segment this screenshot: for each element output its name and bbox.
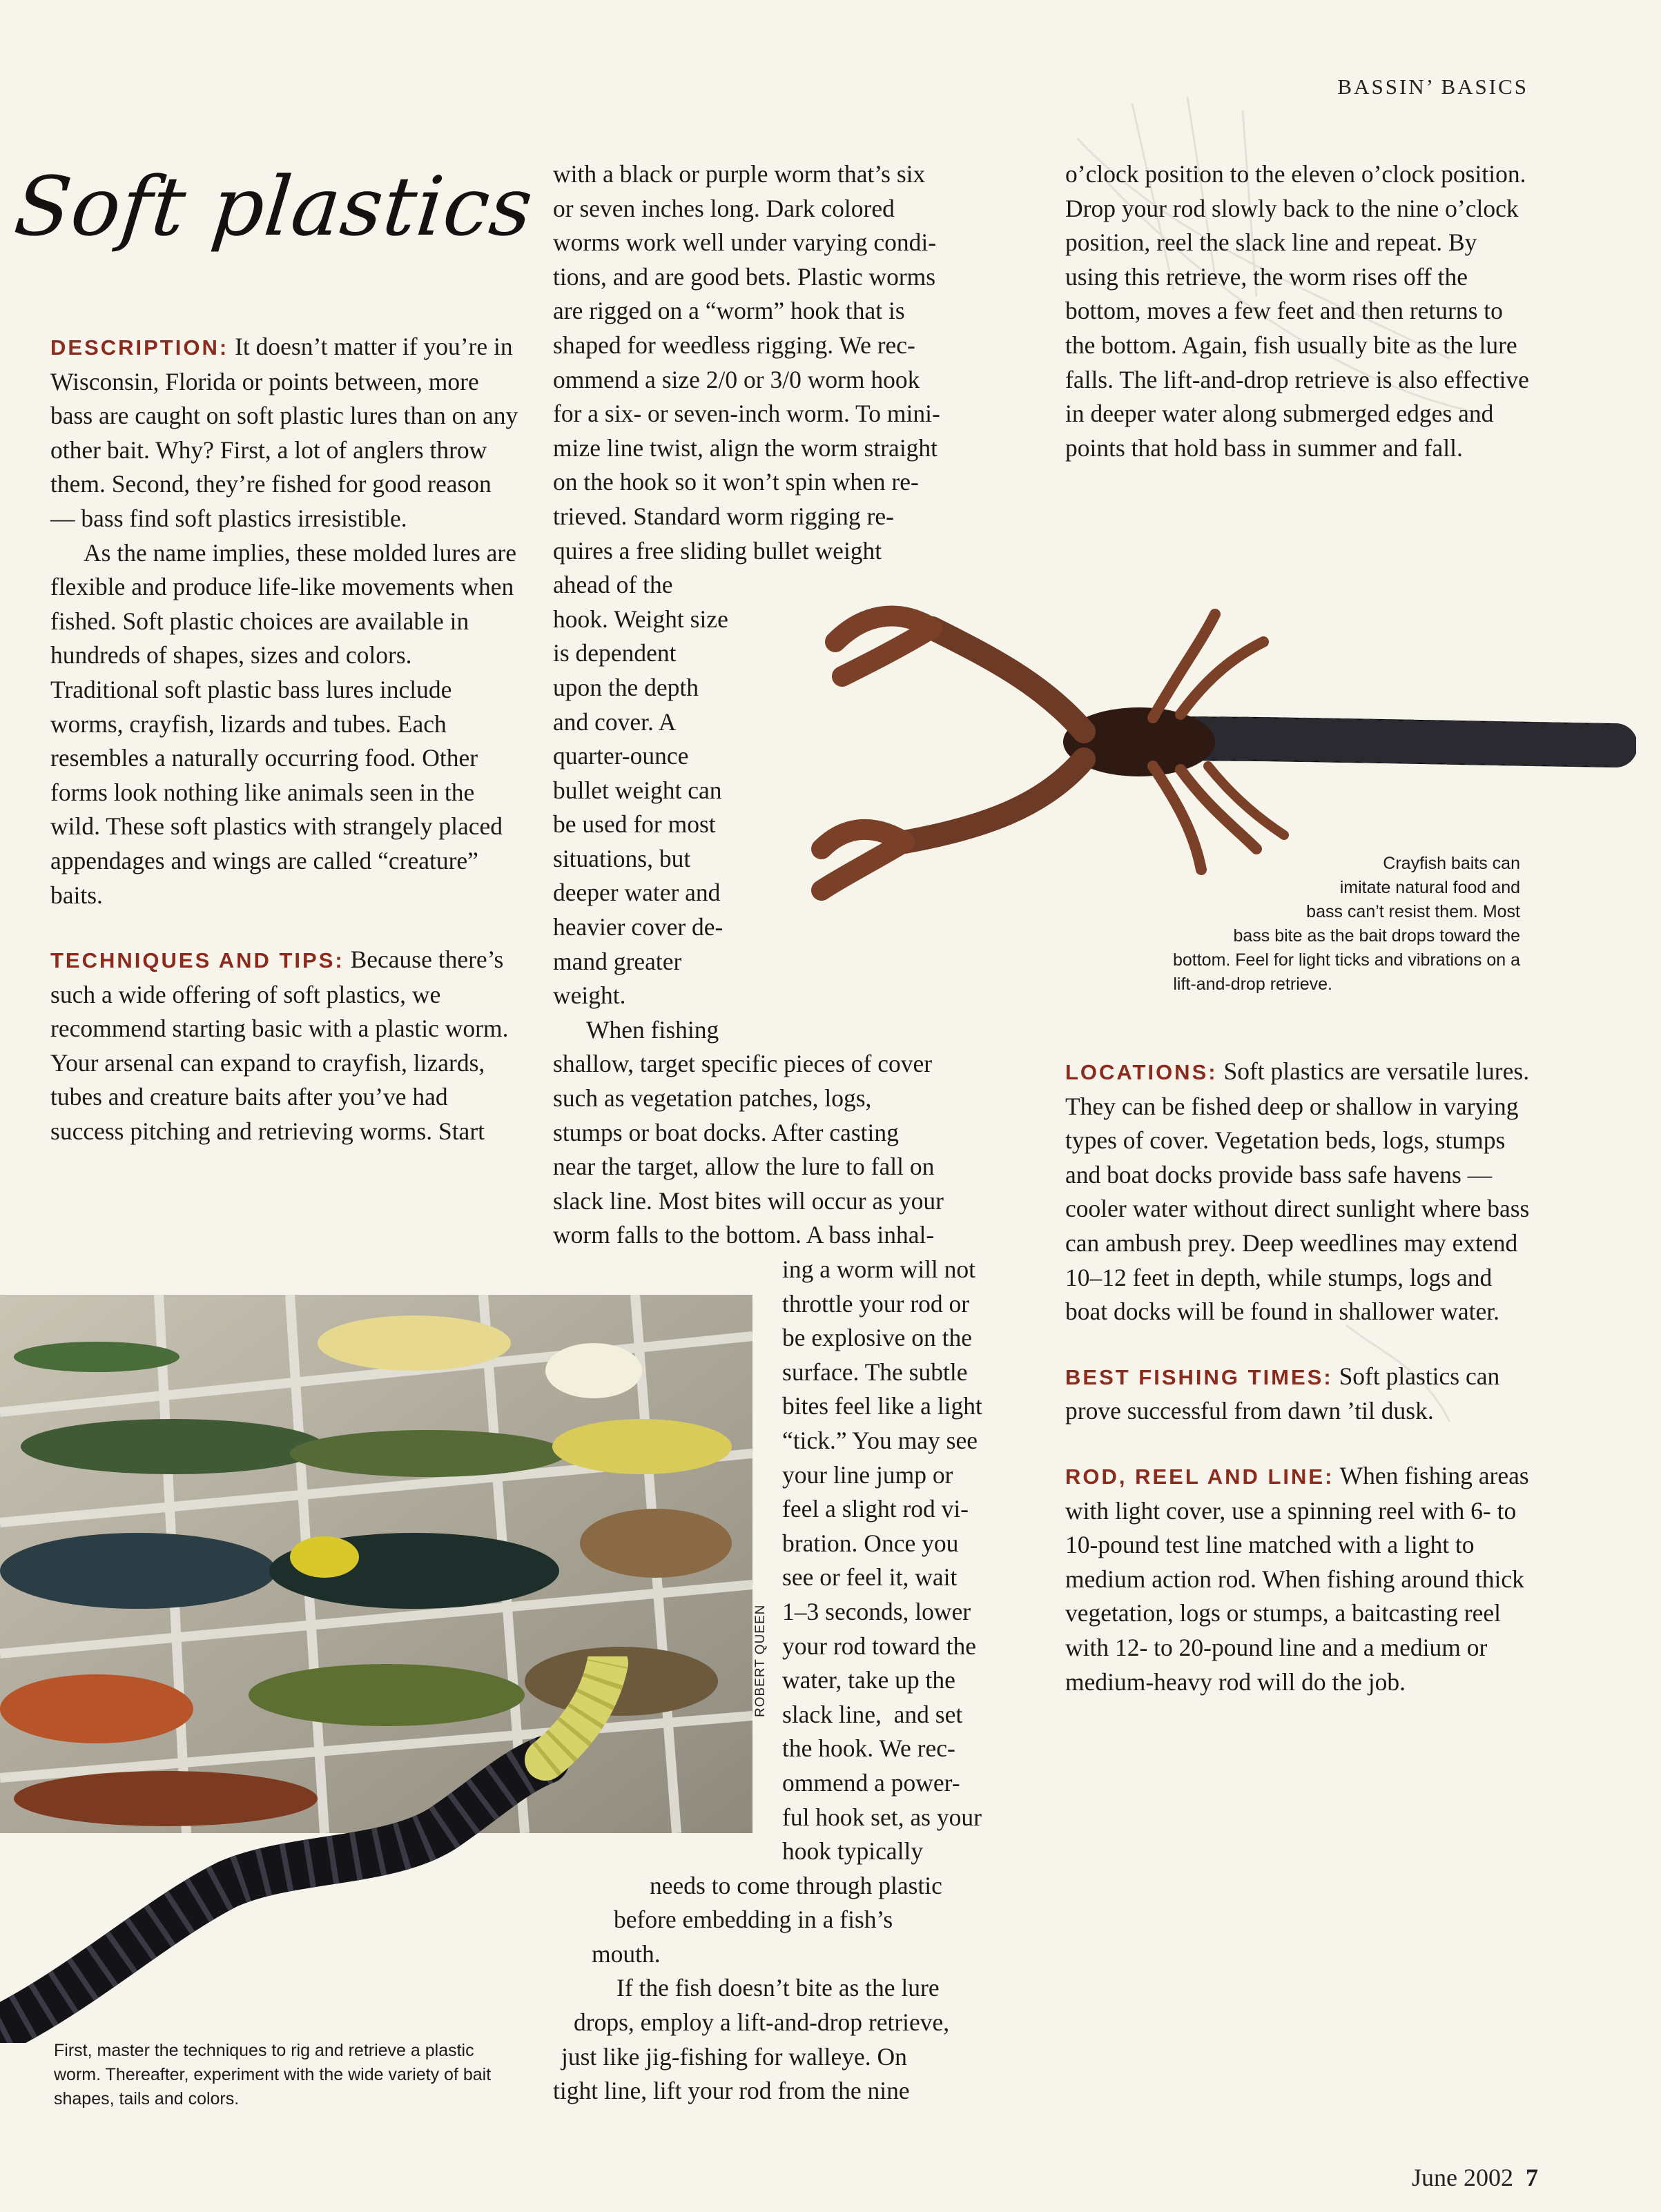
column2-line: feel a slight rod vi- bbox=[782, 1495, 969, 1523]
column2-line: or seven inches long. Dark colored bbox=[553, 194, 895, 222]
column2-line: for a six- or seven-inch worm. To mini- bbox=[553, 400, 940, 428]
caption-line: lift-and-drop retrieve. bbox=[1173, 975, 1332, 994]
column2-line: ommend a size 2/0 or 3/0 worm hook bbox=[553, 365, 920, 393]
column2-line: your rod toward the bbox=[782, 1632, 976, 1660]
column-3-top bbox=[1065, 157, 1535, 465]
running-head: BASSIN’ BASICS bbox=[1337, 75, 1528, 99]
column2-line: your line jump or bbox=[782, 1460, 953, 1489]
rod-reel-heading: ROD, REEL AND LINE: bbox=[1065, 1464, 1334, 1489]
rod-reel-paragraph bbox=[1065, 1459, 1535, 1699]
best-times-text: Soft plastics can prove successful from dawn ’til dusk. bbox=[1065, 1362, 1500, 1425]
column2-line: deeper water and bbox=[553, 879, 721, 907]
column2-line: see or feel it, wait bbox=[782, 1563, 958, 1592]
column2-line: slack line. Most bites will occur as your bbox=[553, 1186, 944, 1215]
column2-line: hook typically bbox=[782, 1837, 924, 1866]
column-3-bottom bbox=[1065, 1055, 1535, 1699]
column2-line: shaped for weedless rigging. We rec- bbox=[553, 331, 915, 359]
column2-line: shallow, target specific pieces of cover bbox=[553, 1050, 933, 1078]
best-times-heading: BEST FISHING TIMES: bbox=[1065, 1364, 1333, 1389]
description-paragraph bbox=[50, 330, 520, 536]
column2-line: ahead of the bbox=[553, 571, 673, 599]
column2-line: with a black or purple worm that’s six bbox=[553, 160, 926, 188]
column2-line: surface. The subtle bbox=[782, 1358, 968, 1386]
column2-line: If the fish doesn’t bite as the lure bbox=[616, 1974, 940, 2002]
column2-line: bites feel like a light bbox=[782, 1392, 982, 1420]
column2-line: ing a worm will not bbox=[782, 1255, 976, 1283]
column2-line: mand greater bbox=[553, 947, 682, 975]
column2-line: drops, employ a lift-and-drop retrieve, bbox=[574, 2008, 950, 2037]
column2-line: such as vegetation patches, logs, bbox=[553, 1084, 872, 1113]
techniques-heading: TECHNIQUES AND TIPS: bbox=[50, 948, 344, 973]
column2-line: When fishing bbox=[586, 1015, 719, 1044]
column2-line: tight line, lift your rod from the nine bbox=[553, 2077, 910, 2105]
techniques-text: Because there’s such a wide offering of soft plastics, we recommend starting basic with a plastic worm. Your arsenal can expand to crayfish, lizards, tubes and creature baits after you’ve had success pitching and retrieving worms. Start bbox=[50, 946, 509, 1146]
column2-line: on the hook so it won’t spin when re- bbox=[553, 468, 919, 496]
column2-line: just like jig-fishing for walleye. On bbox=[561, 2042, 907, 2071]
column2-line: water, take up the bbox=[782, 1666, 955, 1694]
worm-caption: First, master the techniques to rig and retrieve a plastic worm. Thereafter, experiment with the wide variety of bait shapes, tails and colors. bbox=[54, 2041, 492, 2108]
column2-line: tions, and are good bets. Plastic worms bbox=[553, 262, 936, 291]
description-text: It doesn’t matter if you’re in Wisconsin, Florida or points between, more bass are caught on soft plastic lures than on any other bait. Why? First, a lot of anglers throw them. Second, they’re fished for good reason — bass find soft plastics irresistible. bbox=[50, 333, 518, 532]
column2-line: bullet weight can bbox=[553, 776, 722, 804]
column2-line: worms work well under varying condi- bbox=[553, 228, 937, 257]
column2-line: needs to come through plastic bbox=[650, 1871, 942, 1899]
column2-line: before embedding in a fish’s bbox=[614, 1906, 893, 1934]
column2-line: mouth. bbox=[592, 1939, 661, 1968]
page-number: 7 bbox=[1526, 2164, 1538, 2191]
column2-line: be explosive on the bbox=[782, 1324, 973, 1352]
column2-line: are rigged on a “worm” hook that is bbox=[553, 297, 905, 325]
column2-line: be used for most bbox=[553, 810, 716, 839]
caption-line: bass bite as the bait drops toward the bbox=[1233, 926, 1520, 946]
description-paragraph-2: As the name implies, these molded lures are flexible and produce life-like movements when fished. Soft plastic choices are available in hundreds of shapes, sizes and colors. Traditional soft plastic bass lures include worms, crayfish, lizards and tubes. Each resembles a naturally occurring food. Other forms look nothing like animals seen in the wild. These soft plastics with strangely placed appendages and wings are called “creature” baits. bbox=[50, 538, 516, 909]
column-2 bbox=[553, 157, 1022, 2108]
column2-line: near the target, allow the lure to fall on bbox=[553, 1153, 935, 1181]
column2-line: quarter-ounce bbox=[553, 742, 689, 770]
folio bbox=[1412, 2163, 1538, 2192]
column2-line: bration. Once you bbox=[782, 1529, 959, 1557]
caption-line: bottom. Feel for light ticks and vibrations on a bbox=[1172, 950, 1520, 970]
article-title: Soft plastics bbox=[10, 159, 538, 254]
caption-line: imitate natural food and bbox=[1339, 878, 1520, 897]
column2-line: 1–3 seconds, lower bbox=[782, 1597, 971, 1625]
best-times-paragraph bbox=[1065, 1360, 1535, 1429]
column2-line: weight. bbox=[553, 981, 626, 1010]
photo-credit: ROBERT QUEEN bbox=[753, 1604, 768, 1717]
column2-line: ful hook set, as your bbox=[782, 1803, 982, 1831]
column2-line: worm falls to the bottom. A bass inhal- bbox=[553, 1221, 935, 1249]
description-heading: DESCRIPTION: bbox=[50, 335, 229, 360]
rod-reel-text: When fishing areas with light cover, use a spinning reel with 6- to 10-pound test line matched with a light to medium action rod. When fishing around thick vegetation, logs or stumps, a baitcasting reel with 12- to 20-pound line and a medium or medium-heavy rod will do the job. bbox=[1065, 1461, 1529, 1696]
caption-line: Crayfish baits can bbox=[1383, 854, 1520, 873]
issue-date: June 2002 bbox=[1412, 2164, 1513, 2191]
column2-line: heavier cover de- bbox=[553, 913, 723, 941]
column-1 bbox=[50, 330, 520, 1149]
column2-line: is dependent bbox=[553, 639, 677, 667]
retrieve-paragraph: o’clock position to the eleven o’clock position. Drop your rod slowly back to the nine o’clock position, reel the slack line and repeat. By using this retrieve, the worm rises off the bottom, moves a few feet and then returns to the bottom. Again, fish usually bite as the lure falls. The lift-and-drop retrieve is also effective in deeper water along submerged edges and points that hold bass in summer and fall. bbox=[1065, 160, 1529, 462]
crayfish-caption bbox=[1023, 852, 1520, 997]
column2-line: ommend a power- bbox=[782, 1768, 960, 1797]
column2-line: upon the depth bbox=[553, 673, 699, 701]
column2-line: the hook. We rec- bbox=[782, 1734, 955, 1763]
column2-line: and cover. A bbox=[553, 707, 677, 736]
column2-line: hook. Weight size bbox=[553, 605, 728, 633]
column2-line: quires a free sliding bullet weight bbox=[553, 536, 882, 565]
techniques-paragraph bbox=[50, 943, 520, 1149]
column2-line: throttle your rod or bbox=[782, 1289, 970, 1318]
column2-line: slack line, and set bbox=[782, 1700, 963, 1728]
column2-line: situations, but bbox=[553, 844, 691, 872]
locations-text: Soft plastics are versatile lures. They can be fished deep or shallow in varying types of cover. Vegetation beds, logs, stumps and boat docks provide bass safe havens — cooler water without direct sunlight where bass can ambush prey. Deep weedlines may extend 10–12 feet in depth, while stumps, logs and boat docks will be found in shallower water. bbox=[1065, 1057, 1530, 1326]
column2-line: trieved. Standard worm rigging re- bbox=[553, 502, 894, 530]
caption-line: bass can’t resist them. Most bbox=[1306, 902, 1520, 921]
locations-paragraph bbox=[1065, 1055, 1535, 1329]
column2-line: stumps or boat docks. After casting bbox=[553, 1118, 899, 1146]
column2-line: mize line twist, align the worm straight bbox=[553, 433, 938, 462]
column2-line: “tick.” You may see bbox=[782, 1426, 978, 1454]
locations-heading: LOCATIONS: bbox=[1065, 1060, 1218, 1084]
